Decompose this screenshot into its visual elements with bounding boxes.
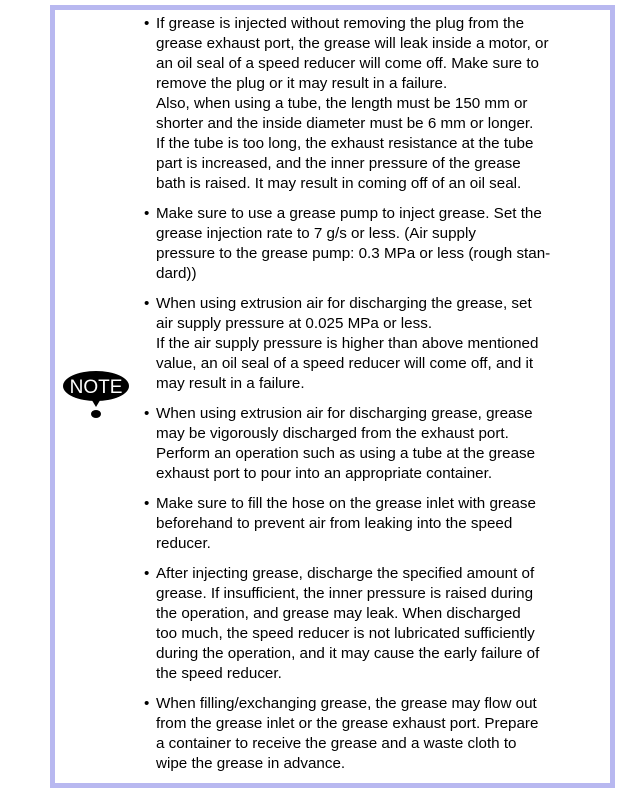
note-line: the speed reducer. — [156, 665, 282, 682]
note-item — [143, 564, 593, 684]
note-line: pressure to the grease pump: 0.3 MPa or less (rough stan- — [156, 245, 551, 262]
note-line: grease. If insufficient, the inner pressure is raised during — [156, 585, 534, 602]
bullet: • — [144, 295, 150, 312]
note-line: an oil seal of a speed reducer will come off. Make sure to — [156, 55, 539, 72]
note-line: shorter and the inside diameter must be 6 mm or longer. — [156, 115, 534, 132]
note-line: may be vigorously discharged from the exhaust port. — [156, 425, 509, 442]
note-line: If the air supply pressure is higher than above mentioned — [156, 335, 539, 352]
note-line: Make sure to use a grease pump to inject grease. Set the — [156, 205, 542, 222]
note-line: may result in a failure. — [156, 375, 305, 392]
note-line: reducer. — [156, 535, 211, 552]
note-list — [143, 14, 593, 784]
bullet: • — [144, 405, 150, 422]
note-line: from the grease inlet or the grease exhaust port. Prepare — [156, 715, 539, 732]
note-line: After injecting grease, discharge the specified amount of — [156, 565, 535, 582]
note-line: If grease is injected without removing the plug from the — [156, 15, 525, 32]
note-line: beforehand to prevent air from leaking into the speed — [156, 515, 513, 532]
note-line: air supply pressure at 0.025 MPa or less. — [156, 315, 433, 332]
note-icon-label: NOTE — [69, 377, 123, 398]
note-item — [143, 204, 593, 284]
note-item — [143, 694, 593, 774]
note-line: value, an oil seal of a speed reducer will come off, and it — [156, 355, 534, 372]
bullet: • — [144, 565, 150, 582]
note-line: dard)) — [156, 265, 197, 282]
note-line: exhaust port to pour into an appropriate container. — [156, 465, 493, 482]
note-line: When using extrusion air for discharging grease, grease — [156, 405, 533, 422]
note-line: When using extrusion air for discharging the grease, set — [156, 295, 532, 312]
bullet: • — [144, 695, 150, 712]
note-item — [143, 294, 593, 394]
note-line: during the operation, and it may cause the early failure of — [156, 645, 540, 662]
bullet: • — [144, 205, 150, 222]
note-line: Perform an operation such as using a tube at the grease — [156, 445, 536, 462]
note-line: the operation, and grease may leak. When discharged — [156, 605, 521, 622]
note-line: When filling/exchanging grease, the grease may flow out — [156, 695, 537, 712]
note-line: bath is raised. It may result in coming off of an oil seal. — [156, 175, 522, 192]
note-line: a container to receive the grease and a waste cloth to — [156, 735, 517, 752]
note-line: remove the plug or it may result in a failure. — [156, 75, 448, 92]
note-line: Also, when using a tube, the length must be 150 mm or — [156, 95, 528, 112]
note-line: Make sure to fill the hose on the grease inlet with grease — [156, 495, 536, 512]
note-line: grease exhaust port, the grease will leak inside a motor, or — [156, 35, 549, 52]
bullet: • — [144, 15, 150, 32]
note-item — [143, 14, 593, 194]
note-line: If the tube is too long, the exhaust resistance at the tube — [156, 135, 534, 152]
note-line: too much, the speed reducer is not lubricated sufficiently — [156, 625, 535, 642]
note-line: wipe the grease in advance. — [156, 755, 346, 772]
note-line: part is increased, and the inner pressure of the grease — [156, 155, 521, 172]
bullet: • — [144, 495, 150, 512]
note-item — [143, 494, 593, 554]
note-item — [143, 404, 593, 484]
note-line: grease injection rate to 7 g/s or less. (Air supply — [156, 225, 476, 242]
note-icon — [60, 369, 132, 425]
